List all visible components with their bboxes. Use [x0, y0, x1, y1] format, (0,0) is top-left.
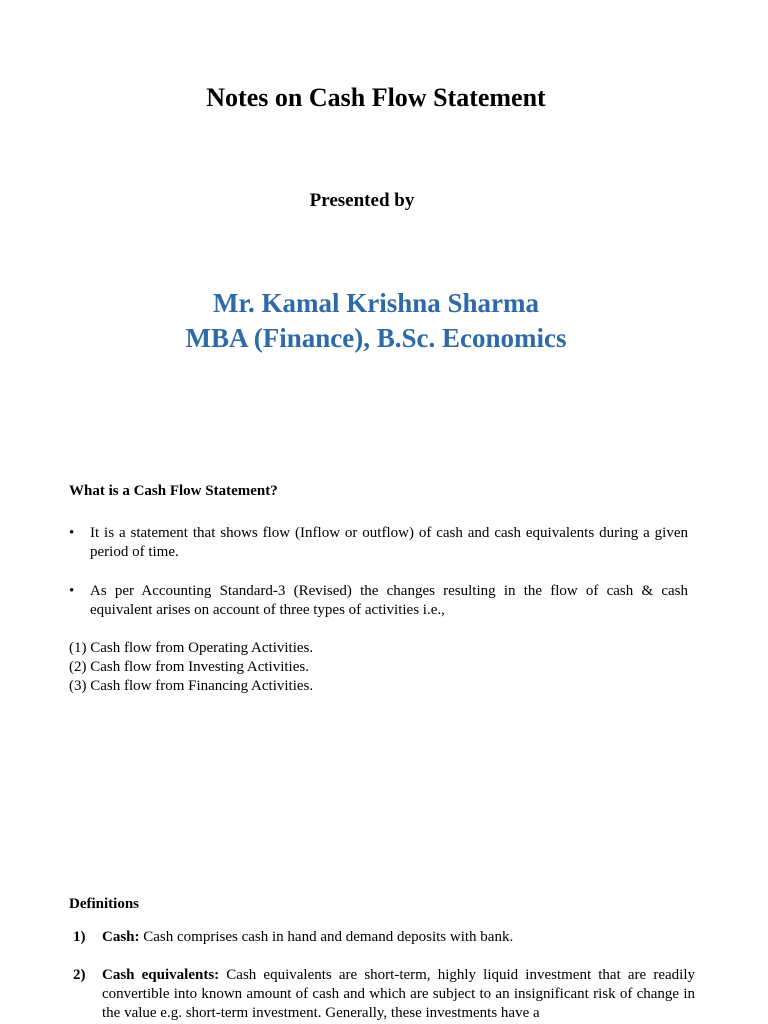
author-name: Mr. Kamal Krishna Sharma [212, 288, 540, 318]
definition-term: Cash equivalents: [102, 967, 220, 983]
definition-text: Cash comprises cash in hand and demand deposits with bank. [143, 929, 514, 945]
bullet-text: As per Accounting Standard-3 (Revised) the changes resulting in the flow of cash & cash equivalent arises on account of three types of activities i.e., [90, 583, 688, 618]
definition-text: Cash equivalents are short-term, highly liquid investment that are readily convertible into known amount of cash and which are subject to an insignificant risk of change in the value e.g. short-term investment. Generally, these investments have a [102, 967, 695, 1021]
section-heading: What is a Cash Flow Statement? [69, 483, 278, 499]
definition-body [102, 928, 695, 947]
document-title: Notes on Cash Flow Statement [206, 83, 546, 112]
activity-item: (3) Cash flow from Financing Activities. [69, 678, 314, 694]
definition-number: 1) [73, 929, 86, 945]
definition-number: 2) [73, 967, 86, 983]
bullet-icon: • [69, 583, 75, 599]
definitions-heading: Definitions [69, 896, 140, 912]
author-qualifications: MBA (Finance), B.Sc. Economics [185, 323, 567, 353]
bullet-text: It is a statement that shows flow (Inflow or outflow) of cash and cash equivalents during a given period of time. [90, 525, 688, 560]
presented-by-label: Presented by [309, 190, 415, 211]
activity-item: (1) Cash flow from Operating Activities. [69, 640, 314, 656]
definition-term: Cash: [102, 929, 140, 945]
activity-item: (2) Cash flow from Investing Activities. [69, 659, 309, 675]
bullet-icon: • [69, 525, 75, 541]
definition-body [102, 966, 695, 1023]
